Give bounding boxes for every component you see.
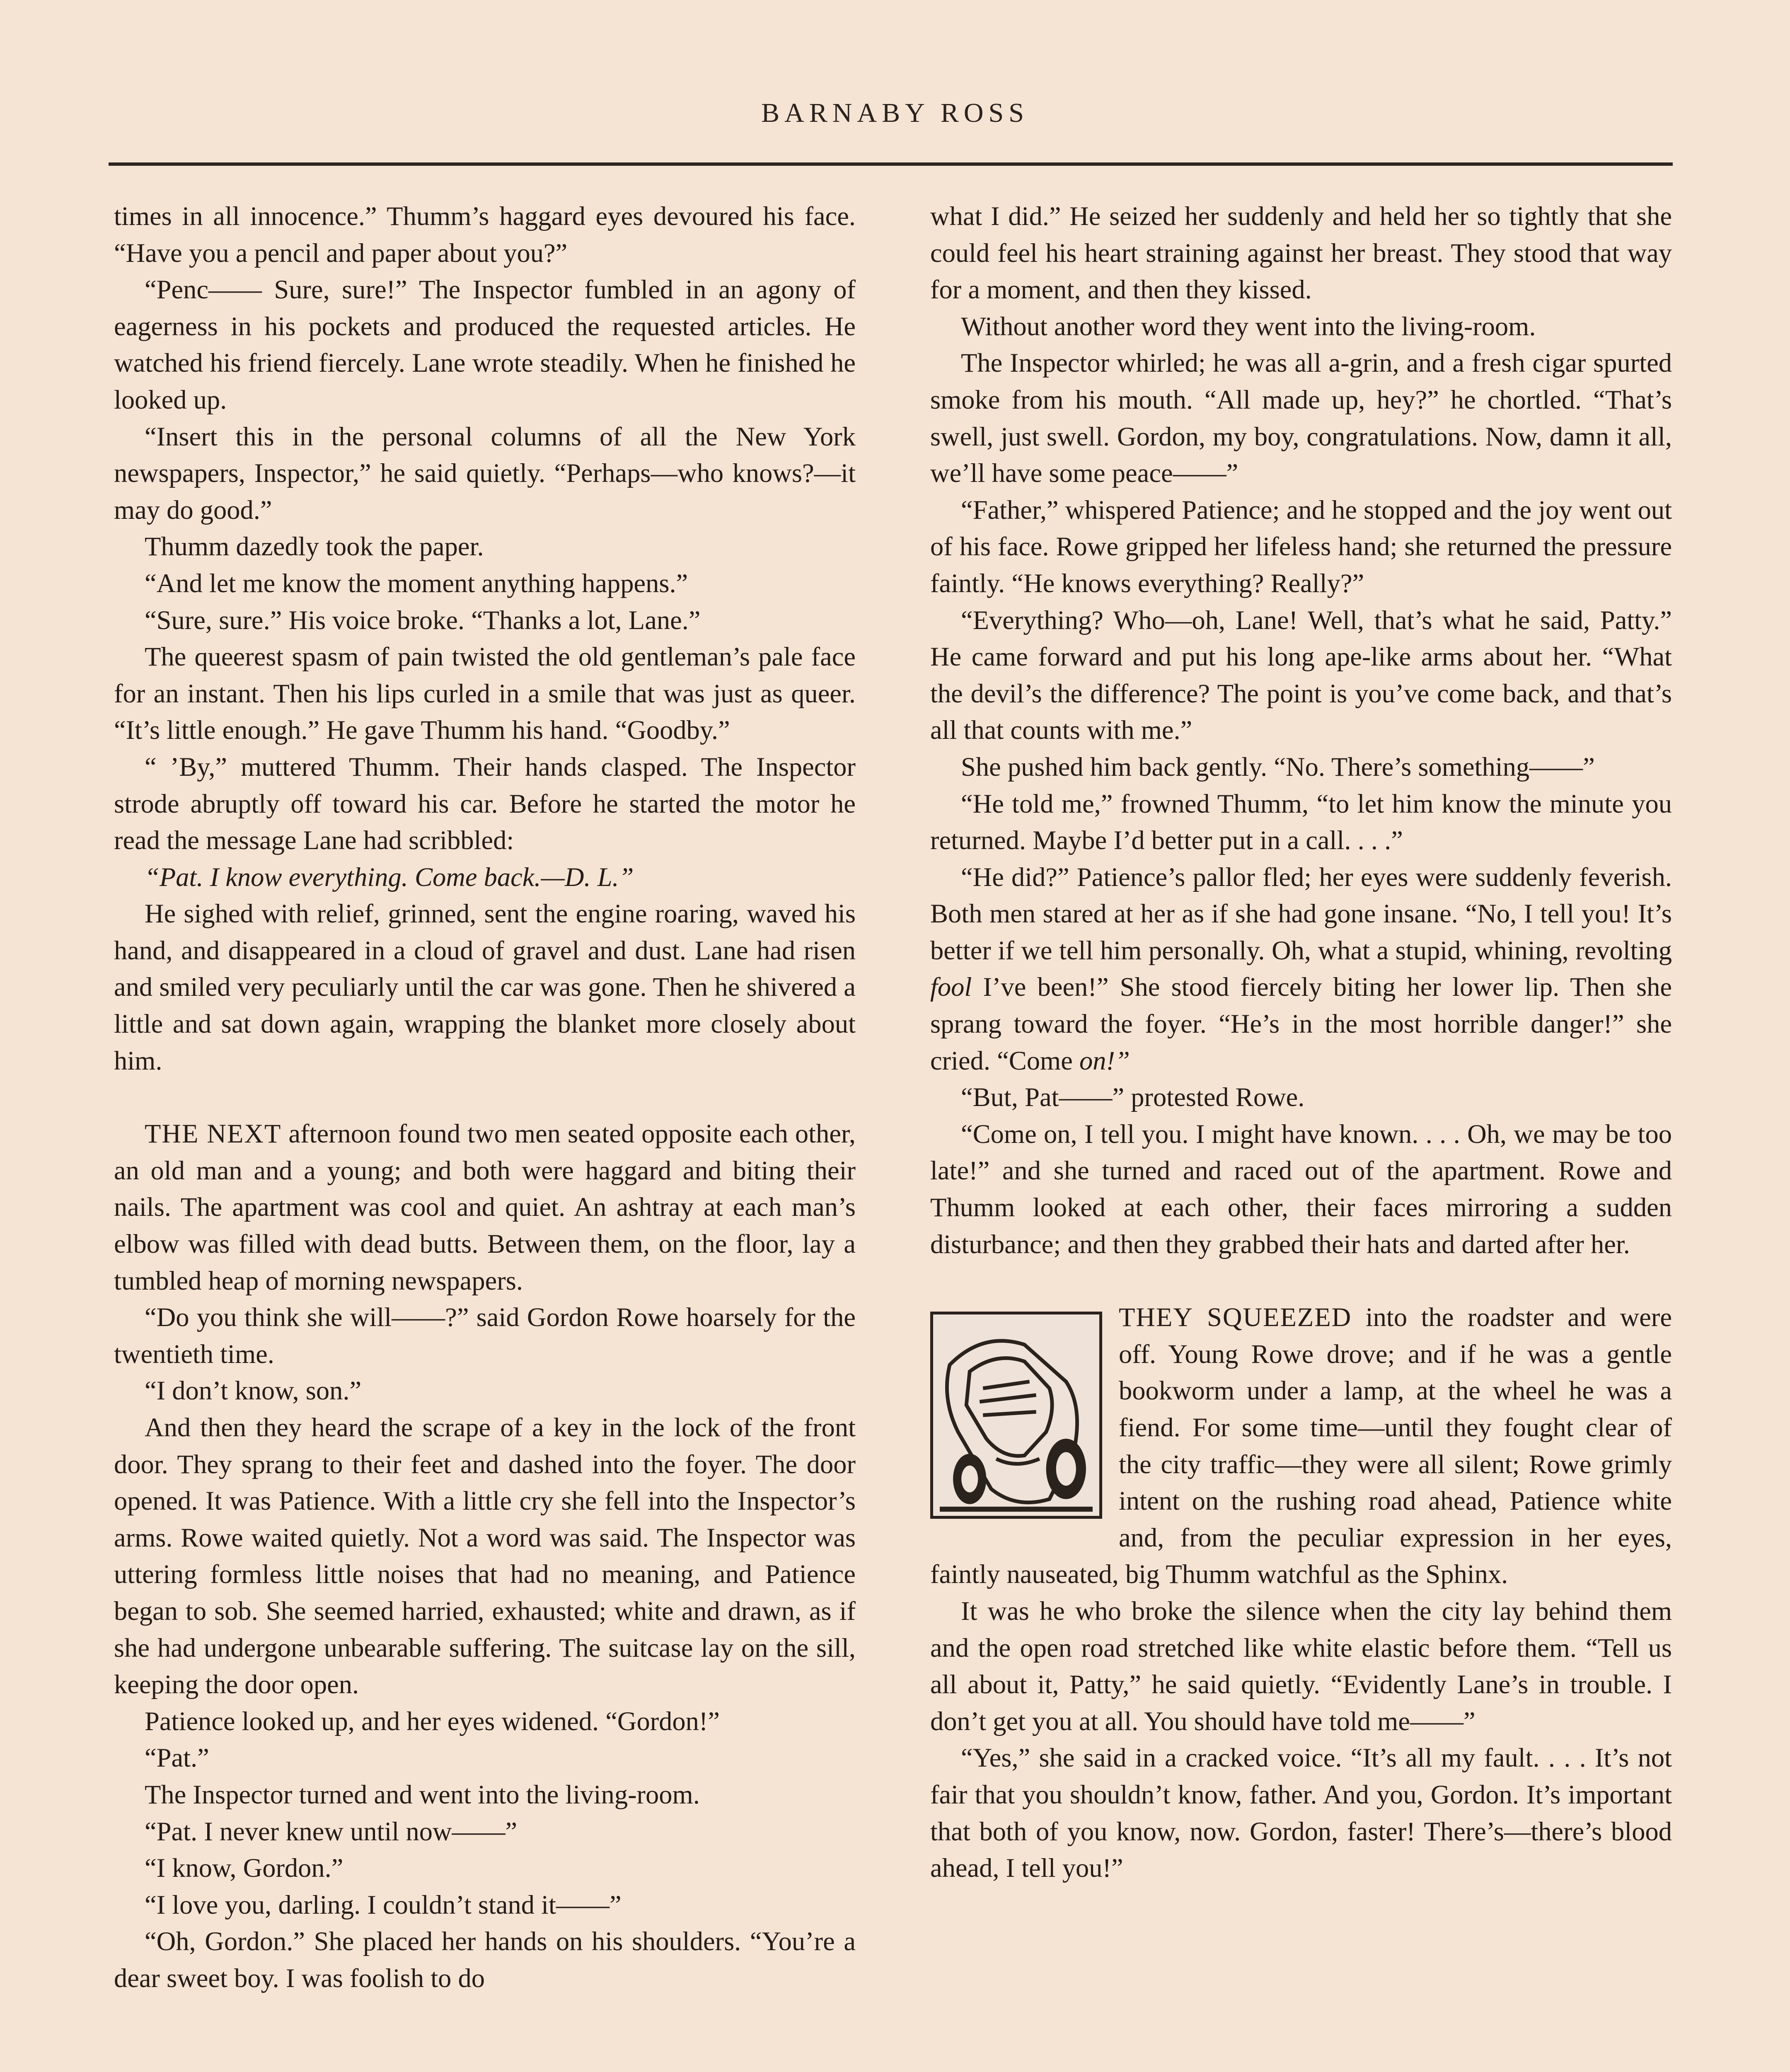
roadster-illustration-icon [930, 1312, 1102, 1519]
paragraph: what I did.” He seized her suddenly and held her so tightly that she could feel his heart straining against her breast. They stood that way for a moment, and then they kissed. [930, 201, 1672, 305]
paragraph: The Inspector turned and went into the living-room. [145, 1779, 700, 1809]
paragraph: “Yes,” she said in a cracked voice. “It’s all my fault. . . . It’s not fair that you shouldn’t know, father. And you, Gordon. It’s important that both of you know, now. Gordon, faster! There’s—there’s blood ahead, I tell you!” [930, 1743, 1672, 1883]
paragraph: “Penc—— Sure, sure!” The Inspector fumbled in an agony of eagerness in his pockets and produced the requested articles. He watched his friend fiercely. Lane wrote steadily. When he finished he looked up. [114, 275, 856, 414]
paragraph: “Sure, sure.” His voice broke. “Thanks a lot, Lane.” [145, 605, 701, 635]
paragraph: “Come on, I tell you. I might have known. . . . Oh, we may be too late!” and she turned and raced out of the apartment. Rowe and Thumm looked at each other, their faces mirroring a sudden disturbance; and then they grabbed their hats and darted after her. [930, 1119, 1672, 1259]
paragraph: “ ’By,” muttered Thumm. Their hands clasped. The Inspector strode abruptly off toward his car. Before he started the motor he read the message Lane had scribbled: [114, 752, 856, 855]
paragraph: She pushed him back gently. “No. There’s something——” [961, 752, 1595, 782]
paragraph: He sighed with relief, grinned, sent the engine roaring, waved his hand, and disappeared in a cloud of gravel and dust. Lane had risen and smiled very peculiarly until the car was gone. Then he shivered a little and sat down again, wrapping the blanket more closely about him. [114, 899, 856, 1075]
italic-word: fool [930, 972, 972, 1002]
paragraph: “Everything? Who—oh, Lane! Well, that’s what he said, Patty.” He came forward and put his long ape-like arms about her. “What the devil’s the difference? The point is you’ve come back, and that’s all that counts with me.” [930, 605, 1672, 745]
paragraph: It was he who broke the silence when the city lay behind them and the open road stretched like white elastic before them. “Tell us all about it, Patty,” he said quietly. “Evidently Lane’s in trouble. I don’t get you at all. You should have told me——” [930, 1596, 1672, 1736]
paragraph: Thumm dazedly took the paper. [145, 532, 484, 562]
running-title: BARNABY ROSS [761, 98, 1029, 128]
right-column [930, 198, 1672, 1887]
paragraph-text: I’ve been!” She stood fiercely biting her lower lip. Then she sprang toward the foyer. “He’s in the most horrible danger!” she cried. “Come [930, 972, 1672, 1075]
paragraph [930, 859, 1672, 1080]
paragraph: “I know, Gordon.” [145, 1853, 343, 1883]
paragraph-text: “He did?” Patience’s pallor fled; her eyes were suddenly feverish. Both men stared at her as if she had gone insane. “No, I tell you! It’s better if we tell him personally. Oh, what a stupid, whining, revolting [930, 862, 1672, 965]
italic-word: on!” [1079, 1046, 1130, 1075]
paragraph: The queerest spasm of pain twisted the old gentleman’s pale face for an instant. Then his lips curled in a smile that was just as queer. “It’s little enough.” He gave Thumm his hand. “Goodby.” [114, 642, 856, 745]
left-column [114, 198, 856, 1997]
section-lead-in: THEY SQUEEZED [1119, 1302, 1352, 1332]
paragraph: “Father,” whispered Patience; and he stopped and the joy went out of his face. Rowe gripped her lifeless hand; she returned the pressure faintly. “He knows everything? Really?” [930, 495, 1672, 598]
section-lead-in: THE NEXT [145, 1119, 282, 1149]
paragraph: And then they heard the scrape of a key in the lock of the front door. They sprang to their feet and dashed into the foyer. The door opened. It was Patience. With a little cry she fell into the Inspector’s arms. Rowe waited quietly. Not a word was said. The Inspector was uttering formless little noises that had no meaning, and Patience began to sob. She seemed harried, exhausted; white and drawn, as if she had undergone unbearable suffering. The suitcase lay on the sill, keeping the door open. [114, 1413, 856, 1699]
paragraph: “Pat.” [145, 1743, 209, 1773]
section-opening-paragraph [930, 1299, 1672, 1593]
paragraph: “I don’t know, son.” [145, 1376, 362, 1406]
section-opening-paragraph [114, 1116, 856, 1299]
paragraph: “Insert this in the personal columns of all the New York newspapers, Inspector,” he said quietly. “Perhaps—who knows?—it may do good.” [114, 421, 856, 525]
paragraph: times in all innocence.” Thumm’s haggard eyes devoured his face. “Have you a pencil and paper about you?” [114, 201, 856, 268]
section-text: afternoon found two men seated opposite each other, an old man and a young; and both were haggard and biting their nails. The apartment was cool and quiet. An ashtray at each man’s elbow was filled with dead butts. Between them, on the floor, lay a tumbled heap of morning newspapers. [114, 1119, 856, 1295]
paragraph: The Inspector whirled; he was all a-grin, and a fresh cigar spurted smoke from his mouth. “All made up, hey?” he chortled. “That’s swell, just swell. Gordon, my boy, congratulations. Now, damn it all, we’ll have some peace——” [930, 348, 1672, 488]
section-text: into the roadster and were off. Young Rowe drove; and if he was a gentle bookworm under a lamp, at the wheel he was a fiend. For some time—until they fought clear of the city traffic—they were all silent; Rowe grimly intent on the rushing road ahead, Patience white and, from the peculiar expression in her eyes, faintly nauseated, big Thumm watchful as the Sphinx. [930, 1302, 1672, 1589]
paragraph: “And let me know the moment anything happens.” [145, 568, 688, 598]
paragraph: “Pat. I never knew until now——” [145, 1816, 518, 1846]
paragraph: “He told me,” frowned Thumm, “to let him know the minute you returned. Maybe I’d better put in a call. . . .” [930, 789, 1672, 855]
paragraph: “I love you, darling. I couldn’t stand it——” [145, 1890, 622, 1920]
paragraph: Without another word they went into the living-room. [961, 311, 1536, 341]
paragraph: Patience looked up, and her eyes widened. “Gordon!” [145, 1706, 720, 1736]
scribbled-message: “Pat. I know everything. Come back.—D. L.” [145, 862, 634, 892]
paragraph: “Oh, Gordon.” She placed her hands on his shoulders. “You’re a dear sweet boy. I was foolish to do [114, 1927, 856, 1993]
header-rule [109, 162, 1673, 166]
paragraph: “But, Pat——” protested Rowe. [961, 1082, 1305, 1112]
paragraph: “Do you think she will——?” said Gordon Rowe hoarsely for the twentieth time. [114, 1302, 856, 1369]
